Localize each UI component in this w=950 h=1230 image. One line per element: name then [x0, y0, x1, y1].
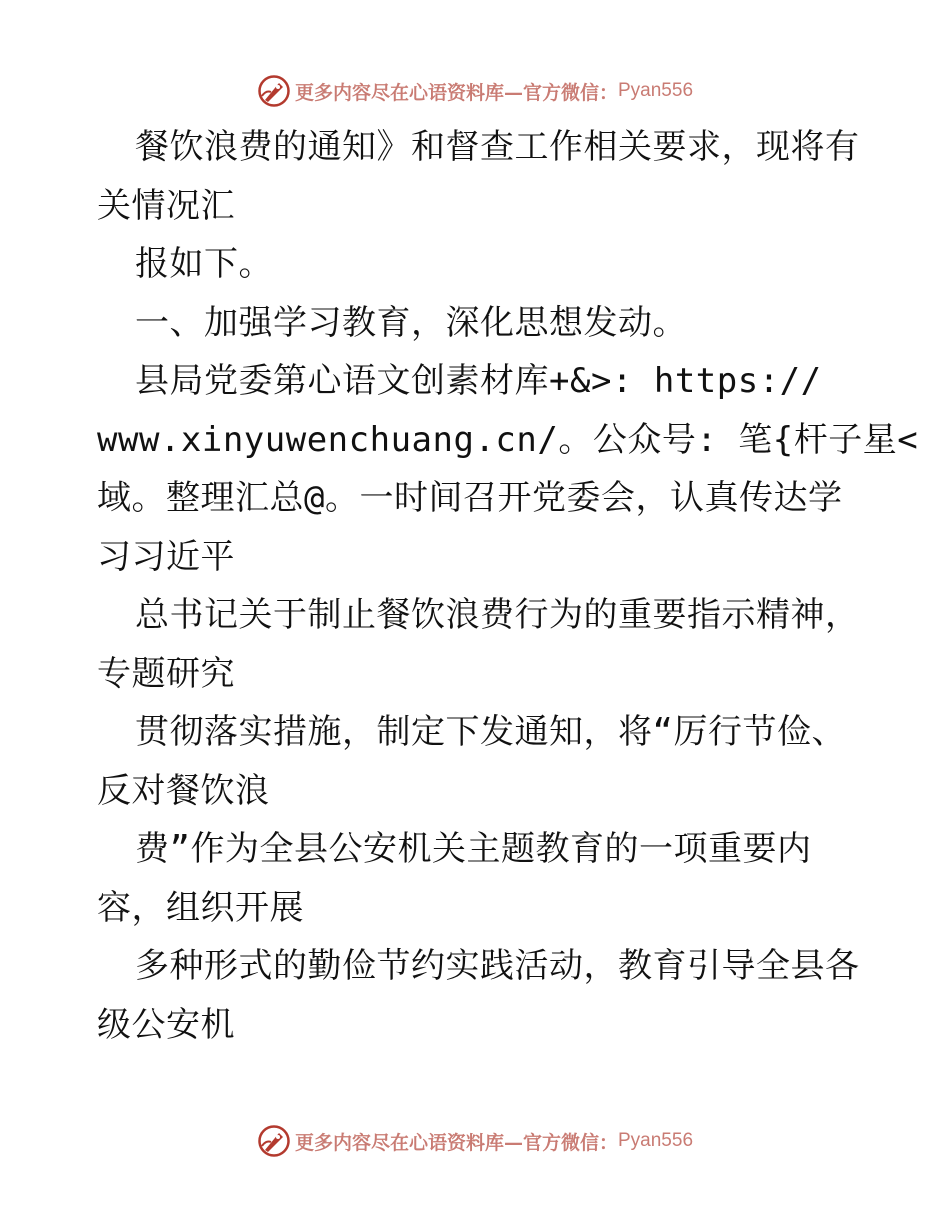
watermark-text: 更多内容尽在心语资料库—官方微信： [294, 81, 618, 104]
watermark-wechat-id: Pyan556 [618, 80, 694, 101]
text-line: 级公安机 [97, 1004, 235, 1045]
text-line: 习习近平 [97, 536, 235, 577]
document-body [97, 118, 919, 1054]
text-line: 域。整理汇总@。一时间召开党委会，认真传达学 [97, 478, 843, 518]
header-watermark [0, 71, 950, 111]
fountain-pen-logo-icon [257, 74, 291, 108]
text-line: 关情况汇 [97, 185, 235, 226]
text-line: www.xinyuwenchuang.cn/。公众号: 笔{杆子星< [97, 419, 919, 460]
text-line: 费”作为全县公安机关主题教育的一项重要内 [135, 829, 812, 869]
text-line: 反对餐饮浪 [97, 770, 270, 811]
text-line: 贯彻落实措施，制定下发通知，将“厉行节俭、 [135, 712, 846, 752]
text-line: 总书记关于制止餐饮浪费行为的重要指示精神， [135, 595, 860, 635]
fountain-pen-logo-icon [257, 1124, 291, 1158]
text-line: 报如下。 [135, 244, 273, 284]
text-line: 多种形式的勤俭节约实践活动，教育引导全县各 [135, 946, 860, 986]
text-line: 专题研究 [97, 653, 235, 694]
text-line: 餐饮浪费的通知》和督查工作相关要求，现将有 [135, 127, 860, 167]
footer-watermark [0, 1121, 950, 1161]
text-line: 一、加强学习教育，深化思想发动。 [135, 302, 687, 343]
watermark-wechat-id: Pyan556 [618, 1130, 694, 1151]
watermark-text: 更多内容尽在心语资料库—官方微信： [294, 1131, 618, 1154]
text-line: 容，组织开展 [97, 887, 304, 928]
text-line: 县局党委第心语文创素材库+&>: https:// [135, 361, 822, 401]
